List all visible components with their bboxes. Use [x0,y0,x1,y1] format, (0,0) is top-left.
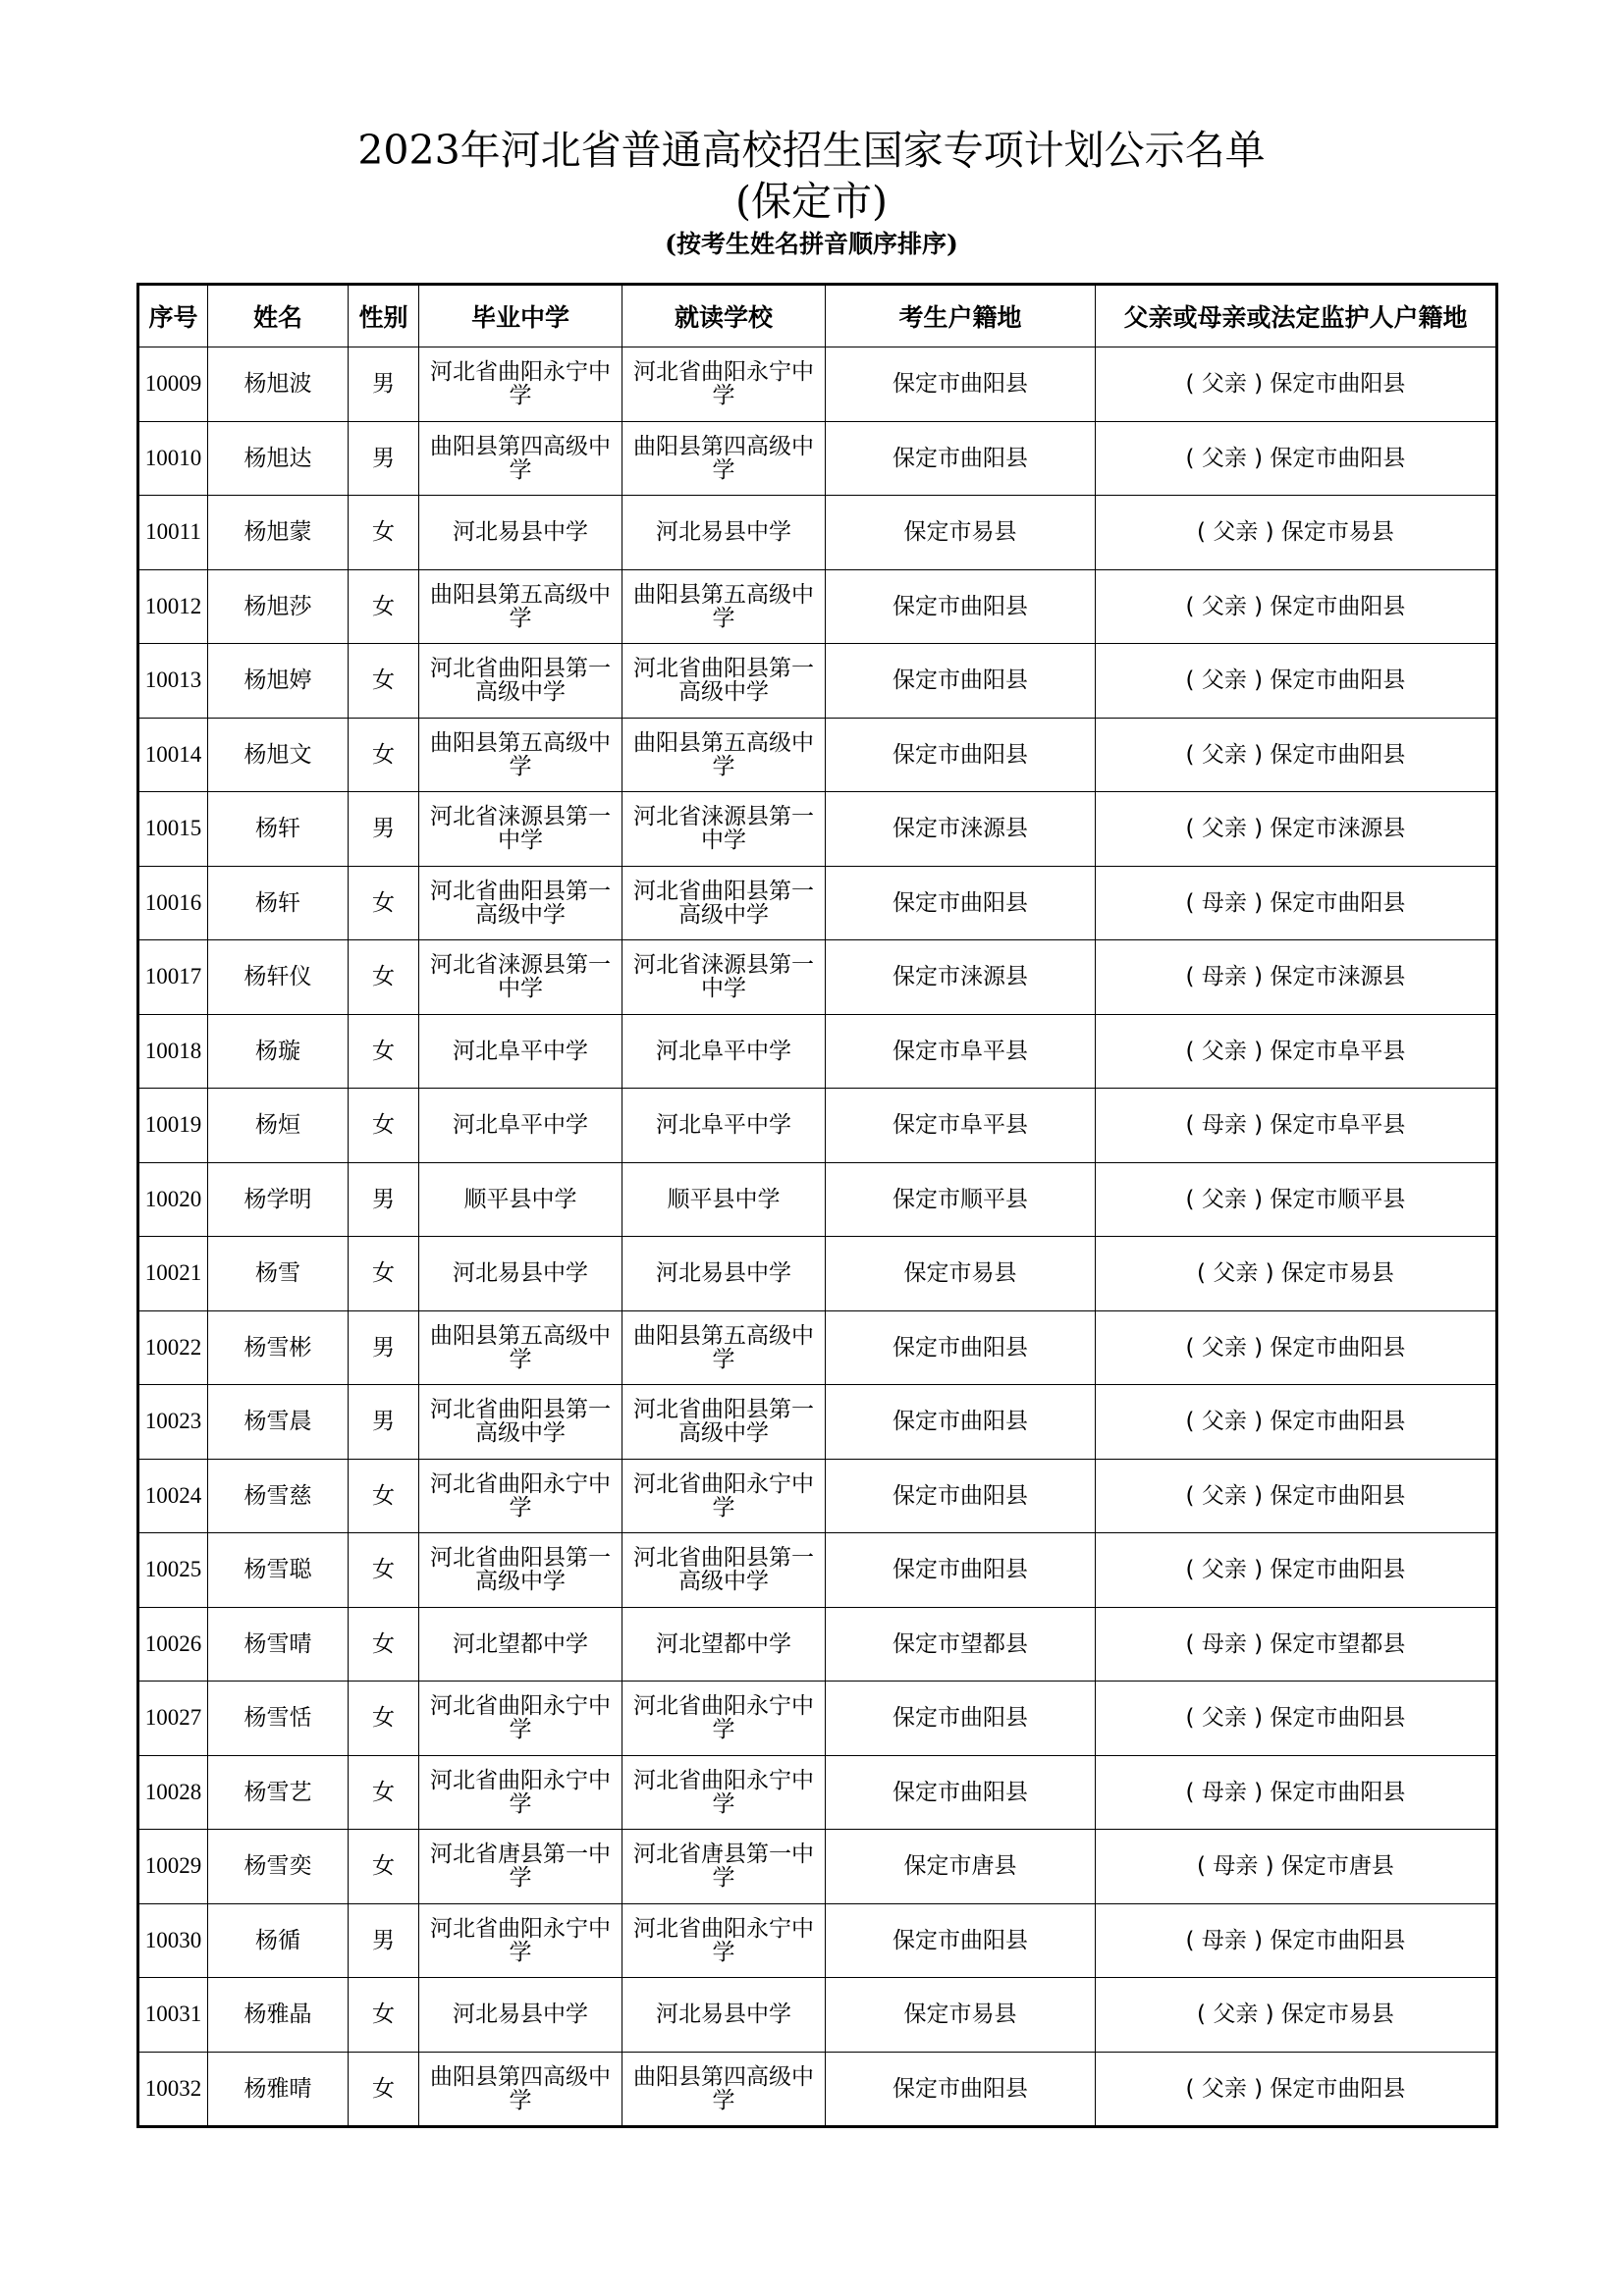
candidate-list-table [136,283,1498,2128]
column-header-guardian-residence: 父亲或母亲或法定监护人户籍地 [1096,285,1497,347]
cell-name: 杨雪艺 [208,1755,349,1830]
cell-gender: 女 [349,1237,419,1311]
table-row [138,718,1497,792]
cell-guardian-residence: ( 父亲 ) 保定市曲阳县 [1096,1533,1497,1608]
table-row [138,866,1497,940]
cell-graduation-school: 河北望都中学 [419,1607,622,1682]
table-row [138,1459,1497,1533]
cell-current-school: 河北阜平中学 [622,1089,826,1163]
table-row [138,1978,1497,2053]
column-header-name: 姓名 [208,285,349,347]
cell-name: 杨雪慈 [208,1459,349,1533]
cell-guardian-residence: ( 父亲 ) 保定市顺平县 [1096,1162,1497,1237]
cell-serial: 10020 [138,1162,208,1237]
cell-serial: 10030 [138,1903,208,1978]
cell-guardian-residence: ( 父亲 ) 保定市易县 [1096,1978,1497,2053]
cell-guardian-residence: ( 母亲 ) 保定市曲阳县 [1096,1755,1497,1830]
cell-name: 杨旭莎 [208,569,349,644]
cell-gender: 女 [349,1830,419,1904]
cell-current-school: 河北易县中学 [622,496,826,570]
cell-serial: 10024 [138,1459,208,1533]
table-row [138,1830,1497,1904]
cell-gender: 女 [349,569,419,644]
cell-serial: 10019 [138,1089,208,1163]
cell-guardian-residence: ( 父亲 ) 保定市曲阳县 [1096,421,1497,496]
table-row [138,940,1497,1015]
cell-serial: 10017 [138,940,208,1015]
cell-residence: 保定市阜平县 [826,1014,1096,1089]
cell-graduation-school: 河北省曲阳永宁中学 [419,1903,622,1978]
table-row [138,1607,1497,1682]
cell-residence: 保定市曲阳县 [826,2052,1096,2127]
table-body [138,347,1497,2127]
cell-serial: 10023 [138,1385,208,1460]
cell-serial: 10026 [138,1607,208,1682]
cell-serial: 10011 [138,496,208,570]
cell-gender: 女 [349,644,419,719]
cell-graduation-school: 河北易县中学 [419,1237,622,1311]
cell-serial: 10016 [138,866,208,940]
cell-residence: 保定市曲阳县 [826,569,1096,644]
cell-guardian-residence: ( 母亲 ) 保定市阜平县 [1096,1089,1497,1163]
cell-gender: 男 [349,1385,419,1460]
cell-current-school: 曲阳县第四高级中学 [622,2052,826,2127]
cell-graduation-school: 曲阳县第五高级中学 [419,1310,622,1385]
cell-guardian-residence: ( 父亲 ) 保定市曲阳县 [1096,347,1497,422]
table-row [138,2052,1497,2127]
cell-graduation-school: 河北易县中学 [419,496,622,570]
cell-graduation-school: 曲阳县第四高级中学 [419,2052,622,2127]
cell-graduation-school: 顺平县中学 [419,1162,622,1237]
document-subtitle: (保定市) [735,178,888,225]
cell-current-school: 曲阳县第五高级中学 [622,1310,826,1385]
cell-guardian-residence: ( 父亲 ) 保定市曲阳县 [1096,644,1497,719]
cell-residence: 保定市易县 [826,496,1096,570]
cell-residence: 保定市唐县 [826,1830,1096,1904]
cell-current-school: 河北易县中学 [622,1978,826,2053]
cell-current-school: 顺平县中学 [622,1162,826,1237]
cell-name: 杨雪奕 [208,1830,349,1904]
table-row [138,644,1497,719]
cell-gender: 女 [349,2052,419,2127]
table-row [138,496,1497,570]
cell-residence: 保定市曲阳县 [826,1755,1096,1830]
cell-name: 杨学明 [208,1162,349,1237]
cell-gender: 女 [349,1089,419,1163]
cell-current-school: 河北省曲阳永宁中学 [622,347,826,422]
cell-current-school: 河北省涞源县第一中学 [622,940,826,1015]
cell-residence: 保定市阜平县 [826,1089,1096,1163]
cell-graduation-school: 曲阳县第四高级中学 [419,421,622,496]
cell-current-school: 河北省涞源县第一中学 [622,792,826,867]
cell-serial: 10029 [138,1830,208,1904]
cell-graduation-school: 河北省曲阳永宁中学 [419,1755,622,1830]
cell-guardian-residence: ( 母亲 ) 保定市曲阳县 [1096,866,1497,940]
cell-name: 杨循 [208,1903,349,1978]
cell-current-school: 河北省曲阳县第一高级中学 [622,1385,826,1460]
cell-gender: 女 [349,1533,419,1608]
table-row [138,1385,1497,1460]
cell-residence: 保定市曲阳县 [826,866,1096,940]
table-row [138,1533,1497,1608]
cell-guardian-residence: ( 父亲 ) 保定市阜平县 [1096,1014,1497,1089]
table-row [138,1682,1497,1756]
cell-name: 杨雅晴 [208,2052,349,2127]
cell-guardian-residence: ( 母亲 ) 保定市涞源县 [1096,940,1497,1015]
cell-current-school: 河北阜平中学 [622,1014,826,1089]
table-row [138,1162,1497,1237]
table-row [138,1903,1497,1978]
cell-gender: 女 [349,1978,419,2053]
cell-residence: 保定市曲阳县 [826,1459,1096,1533]
table-header-row [138,285,1497,347]
table-row [138,1237,1497,1311]
cell-gender: 女 [349,718,419,792]
cell-residence: 保定市易县 [826,1978,1096,2053]
cell-current-school: 河北省曲阳永宁中学 [622,1755,826,1830]
cell-serial: 10031 [138,1978,208,2053]
cell-gender: 男 [349,421,419,496]
cell-gender: 男 [349,1310,419,1385]
table-row [138,1014,1497,1089]
cell-graduation-school: 曲阳县第五高级中学 [419,569,622,644]
column-header-graduation-school: 毕业中学 [419,285,622,347]
cell-residence: 保定市曲阳县 [826,347,1096,422]
cell-current-school: 河北易县中学 [622,1237,826,1311]
cell-graduation-school: 河北省曲阳县第一高级中学 [419,644,622,719]
cell-name: 杨旭达 [208,421,349,496]
cell-gender: 男 [349,1162,419,1237]
cell-name: 杨旭波 [208,347,349,422]
table-row [138,792,1497,867]
column-header-gender: 性别 [349,285,419,347]
cell-residence: 保定市涞源县 [826,792,1096,867]
cell-current-school: 河北省曲阳永宁中学 [622,1459,826,1533]
cell-gender: 女 [349,1682,419,1756]
cell-residence: 保定市曲阳县 [826,1385,1096,1460]
cell-name: 杨轩仪 [208,940,349,1015]
cell-current-school: 河北省曲阳县第一高级中学 [622,866,826,940]
cell-name: 杨雅晶 [208,1978,349,2053]
cell-guardian-residence: ( 父亲 ) 保定市涞源县 [1096,792,1497,867]
cell-graduation-school: 曲阳县第五高级中学 [419,718,622,792]
cell-guardian-residence: ( 父亲 ) 保定市曲阳县 [1096,718,1497,792]
cell-guardian-residence: ( 父亲 ) 保定市易县 [1096,496,1497,570]
table-row [138,421,1497,496]
cell-serial: 10013 [138,644,208,719]
table-row [138,1755,1497,1830]
cell-current-school: 河北省曲阳县第一高级中学 [622,644,826,719]
cell-gender: 男 [349,1903,419,1978]
cell-guardian-residence: ( 父亲 ) 保定市曲阳县 [1096,1459,1497,1533]
cell-name: 杨旭蒙 [208,496,349,570]
cell-residence: 保定市曲阳县 [826,1903,1096,1978]
cell-serial: 10021 [138,1237,208,1311]
cell-name: 杨雪聪 [208,1533,349,1608]
cell-serial: 10027 [138,1682,208,1756]
cell-graduation-school: 河北省曲阳永宁中学 [419,347,622,422]
cell-name: 杨雪晴 [208,1607,349,1682]
cell-name: 杨旭婷 [208,644,349,719]
cell-current-school: 河北省曲阳永宁中学 [622,1682,826,1756]
cell-residence: 保定市望都县 [826,1607,1096,1682]
cell-graduation-school: 河北易县中学 [419,1978,622,2053]
cell-gender: 女 [349,1607,419,1682]
cell-gender: 女 [349,866,419,940]
cell-residence: 保定市曲阳县 [826,1533,1096,1608]
table-row [138,347,1497,422]
cell-graduation-school: 河北省曲阳县第一高级中学 [419,1533,622,1608]
cell-graduation-school: 河北省涞源县第一中学 [419,792,622,867]
cell-graduation-school: 河北省曲阳县第一高级中学 [419,866,622,940]
table-row [138,569,1497,644]
cell-guardian-residence: ( 父亲 ) 保定市易县 [1096,1237,1497,1311]
cell-residence: 保定市曲阳县 [826,1682,1096,1756]
cell-graduation-school: 河北阜平中学 [419,1089,622,1163]
column-header-residence: 考生户籍地 [826,285,1096,347]
cell-name: 杨烜 [208,1089,349,1163]
cell-graduation-school: 河北省曲阳永宁中学 [419,1682,622,1756]
cell-guardian-residence: ( 父亲 ) 保定市曲阳县 [1096,1682,1497,1756]
cell-residence: 保定市曲阳县 [826,718,1096,792]
cell-serial: 10028 [138,1755,208,1830]
cell-guardian-residence: ( 父亲 ) 保定市曲阳县 [1096,2052,1497,2127]
cell-graduation-school: 河北省曲阳县第一高级中学 [419,1385,622,1460]
cell-gender: 女 [349,496,419,570]
cell-residence: 保定市曲阳县 [826,1310,1096,1385]
cell-gender: 女 [349,1755,419,1830]
cell-residence: 保定市曲阳县 [826,644,1096,719]
cell-current-school: 曲阳县第五高级中学 [622,718,826,792]
cell-serial: 10015 [138,792,208,867]
table-row [138,1310,1497,1385]
cell-name: 杨雪恬 [208,1682,349,1756]
cell-serial: 10010 [138,421,208,496]
column-header-serial: 序号 [138,285,208,347]
cell-serial: 10032 [138,2052,208,2127]
cell-current-school: 曲阳县第四高级中学 [622,421,826,496]
cell-residence: 保定市曲阳县 [826,421,1096,496]
cell-current-school: 河北省曲阳永宁中学 [622,1903,826,1978]
cell-guardian-residence: ( 母亲 ) 保定市望都县 [1096,1607,1497,1682]
cell-guardian-residence: ( 母亲 ) 保定市唐县 [1096,1830,1497,1904]
cell-residence: 保定市顺平县 [826,1162,1096,1237]
cell-current-school: 河北望都中学 [622,1607,826,1682]
cell-serial: 10018 [138,1014,208,1089]
cell-serial: 10022 [138,1310,208,1385]
cell-name: 杨雪 [208,1237,349,1311]
table-row [138,1089,1497,1163]
cell-guardian-residence: ( 母亲 ) 保定市曲阳县 [1096,1903,1497,1978]
cell-name: 杨旭文 [208,718,349,792]
cell-gender: 女 [349,1014,419,1089]
cell-residence: 保定市易县 [826,1237,1096,1311]
cell-current-school: 河北省唐县第一中学 [622,1830,826,1904]
cell-guardian-residence: ( 父亲 ) 保定市曲阳县 [1096,569,1497,644]
cell-current-school: 河北省曲阳县第一高级中学 [622,1533,826,1608]
cell-graduation-school: 河北阜平中学 [419,1014,622,1089]
cell-current-school: 曲阳县第五高级中学 [622,569,826,644]
cell-guardian-residence: ( 父亲 ) 保定市曲阳县 [1096,1310,1497,1385]
cell-graduation-school: 河北省唐县第一中学 [419,1830,622,1904]
cell-guardian-residence: ( 父亲 ) 保定市曲阳县 [1096,1385,1497,1460]
cell-name: 杨雪晨 [208,1385,349,1460]
cell-name: 杨璇 [208,1014,349,1089]
cell-name: 杨雪彬 [208,1310,349,1385]
column-header-current-school: 就读学校 [622,285,826,347]
cell-gender: 男 [349,347,419,422]
cell-residence: 保定市涞源县 [826,940,1096,1015]
cell-graduation-school: 河北省曲阳永宁中学 [419,1459,622,1533]
cell-serial: 10009 [138,347,208,422]
cell-name: 杨轩 [208,792,349,867]
cell-serial: 10025 [138,1533,208,1608]
cell-serial: 10014 [138,718,208,792]
cell-serial: 10012 [138,569,208,644]
document-title: 2023年河北省普通高校招生国家专项计划公示名单 [357,127,1266,174]
cell-graduation-school: 河北省涞源县第一中学 [419,940,622,1015]
cell-gender: 女 [349,1459,419,1533]
sort-order-note: (按考生姓名拼音顺序排序) [665,230,958,258]
cell-gender: 女 [349,940,419,1015]
cell-gender: 男 [349,792,419,867]
cell-name: 杨轩 [208,866,349,940]
